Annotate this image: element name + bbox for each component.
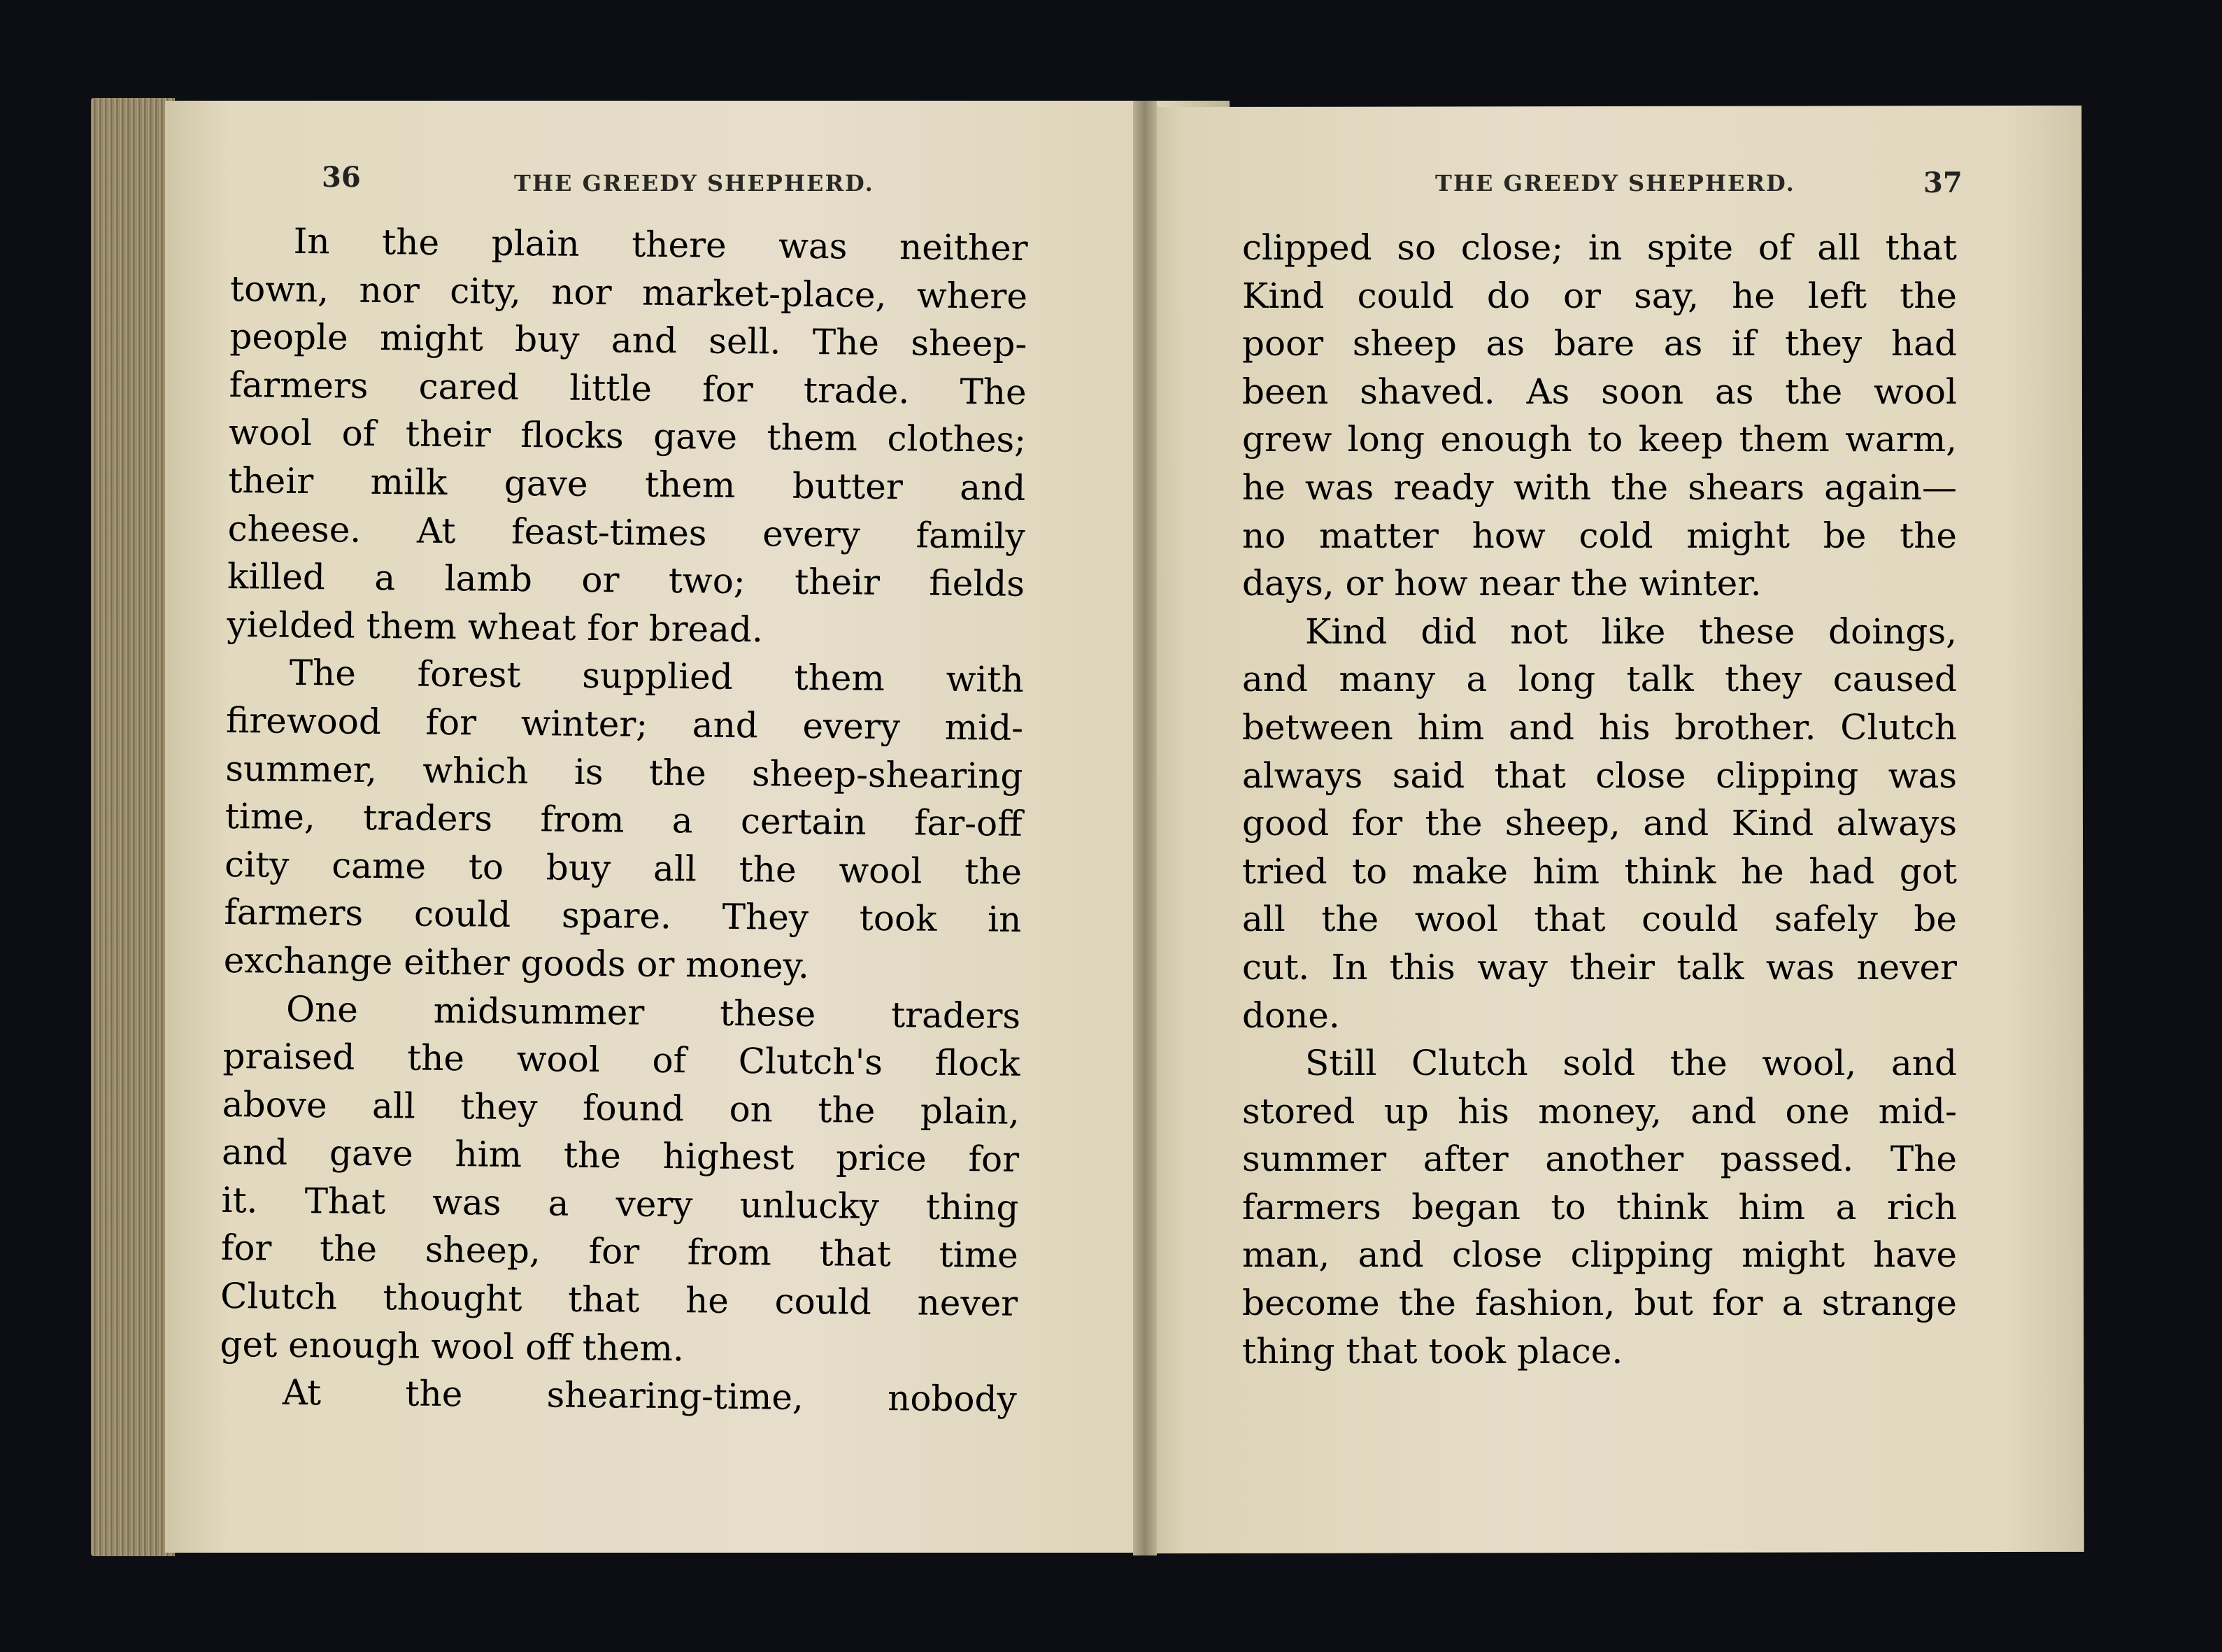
text-line: One midsummer these traders — [285, 988, 1021, 1037]
page-edges — [91, 98, 175, 1556]
text-line: city came to buy all the wool the — [224, 843, 1023, 892]
left-running-head: THE GREEDY SHEPHERD. — [514, 170, 874, 197]
text-line: The forest supplied them with — [289, 653, 1024, 701]
text-line: praised the wool of Clutch's flock — [222, 1036, 1020, 1084]
text-line: killed a lamb or two; their fields — [227, 556, 1025, 605]
right-page-number: 37 — [1923, 166, 1963, 199]
text-line: man, and close clipping might have — [1242, 1234, 1957, 1276]
book-gutter — [1133, 101, 1157, 1555]
text-line: days, or how near the winter. — [1242, 563, 1762, 604]
text-line: summer, which is the sheep-shearing — [225, 748, 1023, 797]
text-line: and gave him the highest price for — [221, 1132, 1020, 1181]
text-line: all the wool that could safely be — [1242, 899, 1957, 940]
text-line: no matter how cold might be the — [1242, 515, 1957, 556]
text-line: town, nor city, nor market-place, where — [229, 268, 1028, 317]
text-line: farmers could spare. They took in — [224, 892, 1022, 941]
text-line: people might buy and sell. The sheep- — [229, 316, 1027, 365]
text-line: time, traders from a certain far-off — [225, 796, 1023, 845]
text-line: tried to make him think he had got — [1242, 850, 1957, 892]
text-line: cut. In this way their talk was never — [1242, 946, 1957, 988]
text-line: grew long enough to keep them warm, — [1242, 419, 1957, 460]
text-line: poor sheep as bare as if they had — [1242, 323, 1957, 364]
text-line: thing that took place. — [1242, 1330, 1623, 1372]
text-line: always said that close clipping was — [1242, 755, 1957, 796]
text-line: In the plain there was neither — [293, 220, 1028, 269]
text-line: At the shearing-time, nobody — [282, 1372, 1018, 1420]
text-line: been shaved. As soon as the wool — [1242, 371, 1957, 412]
left-page-number: 36 — [322, 161, 361, 194]
text-line: get enough wool off them. — [220, 1323, 685, 1369]
text-line: their milk gave them butter and — [228, 460, 1026, 508]
text-line: firewood for winter; and every mid- — [225, 699, 1024, 748]
text-line: it. That was a very unlucky thing — [221, 1179, 1019, 1228]
text-line: Kind did not like these doings, — [1305, 611, 1957, 652]
text-line: between him and his brother. Clutch — [1242, 706, 1957, 748]
text-line: farmers cared little for trade. The — [229, 364, 1027, 413]
text-line: wool of their flocks gave them clothes; — [228, 412, 1027, 461]
right-page-text — [1242, 224, 1957, 1375]
left-page-text — [220, 217, 1028, 1424]
text-line: farmers began to think him a rich — [1242, 1186, 1957, 1227]
text-line: good for the sheep, and Kind always — [1242, 803, 1957, 844]
text-line: cheese. At feast-times every family — [227, 508, 1025, 557]
text-line: Clutch thought that he could never — [220, 1275, 1018, 1324]
text-line: above all they found on the plain, — [222, 1083, 1020, 1132]
text-line: for the sheep, for from that time — [220, 1227, 1019, 1276]
text-line: clipped so close; in spite of all that — [1242, 227, 1957, 268]
text-line: Still Clutch sold the wool, and — [1305, 1043, 1957, 1084]
text-line: yielded them wheat for bread. — [227, 604, 764, 650]
text-line: exchange either goods or money. — [223, 939, 810, 986]
text-line: summer after another passed. The — [1242, 1139, 1957, 1180]
text-line: he was ready with the shears again— — [1242, 467, 1957, 508]
text-line: stored up his money, and one mid- — [1242, 1090, 1957, 1132]
text-line: done. — [1242, 995, 1340, 1036]
text-line: and many a long talk they caused — [1242, 659, 1957, 700]
text-line: become the fashion, but for a strange — [1242, 1283, 1957, 1324]
right-running-head: THE GREEDY SHEPHERD. — [1435, 170, 1795, 197]
text-line: Kind could do or say, he left the — [1242, 275, 1957, 316]
